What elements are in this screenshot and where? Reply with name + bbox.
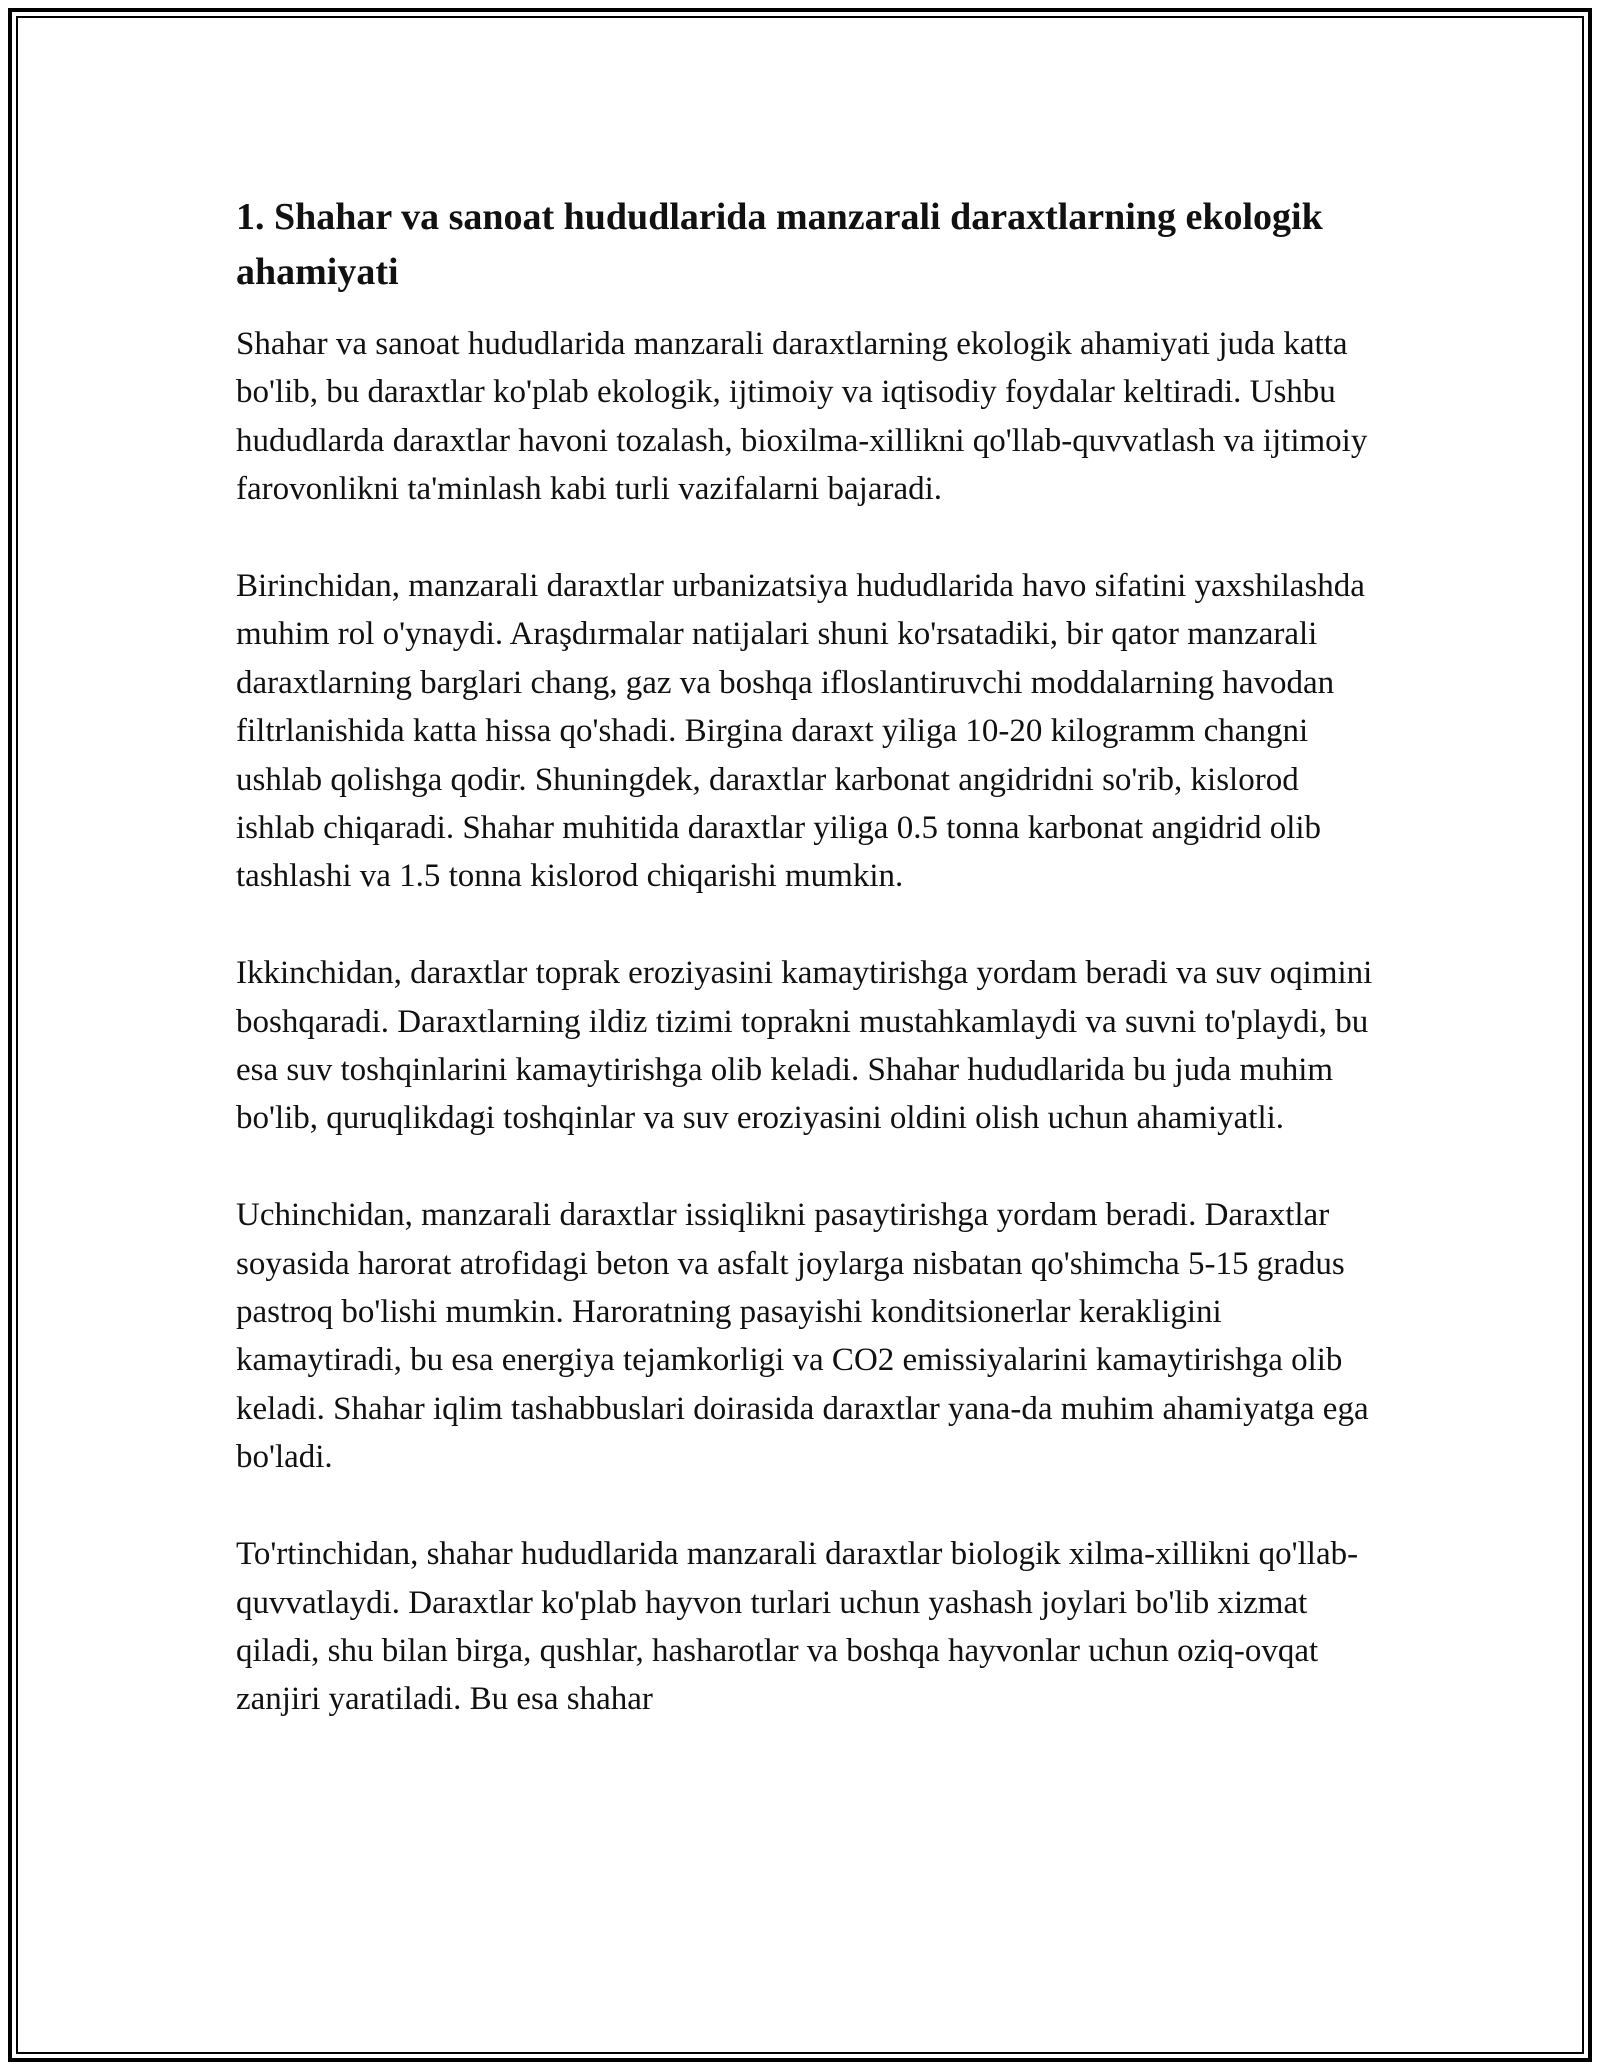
paragraph-second-point: Ikkinchidan, daraxtlar toprak eroziyasini kamaytirishga yordam beradi va suv oqimini boshqaradi. Daraxtlarning ildiz tizimi toprakni mustahkamlaydi va suvni to'playdi, bu esa suv toshqinlarini kamaytirishga olib keladi. Shahar hududlarida bu juda muhim bo'lib, quruqlikdagi toshqinlar va suv eroziyasini oldini olish uchun ahamiyatli.	[236, 955, 1373, 1137]
paragraph-third-point: Uchinchidan, manzarali daraxtlar issiqlikni pasaytirishga yordam beradi. Daraxtlar soyasida harorat atrofidagi beton va asfalt joylarga nisbatan qo'shimcha 5-15 gradus pastroq bo'lishi mumkin. Haroratning pasayishi konditsionerlar kerakligini kamaytiradi, bu esa energiya tejamkorligi va CO2 emissiyalarini kamaytirishga olib keladi. Shahar iqlim tashabbuslari doirasida daraxtlar yana-da muhim ahamiyatga ega bo'ladi.	[236, 1197, 1369, 1476]
paragraph-fourth-point: To'rtinchidan, shahar hududlarida manzarali daraxtlar biologik xilma-xillikni qo'llab-quvvatlaydi. Daraxtlar ko'plab hayvon turlari uchun yashash joylari bo'lib xizmat qiladi, shu bilan birga, qushlar, hasharotlar va boshqa hayvonlar uchun oziq-ovqat zanjiri yaratiladi. Bu esa shahar	[236, 1536, 1359, 1718]
paragraph-intro: Shahar va sanoat hududlarida manzarali daraxtlarning ekologik ahamiyati juda katta bo'lib, bu daraxtlar ko'plab ekologik, ijtimoiy va iqtisodiy foydalar keltiradi. Ushbu hududlarda daraxtlar havoni tozalash, bioxilma-xillikni qo'llab-quvvatlash va ijtimoiy farovonlikni ta'minlash kabi turli vazifalarni bajaradi.	[236, 326, 1368, 508]
paragraph-first-point: Birinchidan, manzarali daraxtlar urbanizatsiya hududlarida havo sifatini yaxshilashda muhim rol o'ynaydi. Araşdırmalar natijalari shuni ko'rsatadiki, bir qator manzarali daraxtlarning barglari chang, gaz va boshqa ifloslantiruvchi moddalarning havodan filtrlanishida katta hissa qo'shadi. Birgina daraxt yiliga 10-20 kilogramm changni ushlab qolishga qodir. Shuningdek, daraxtlar karbonat angidridni so'rib, kislorod ishlab chiqaradi. Shahar muhitida daraxtlar yiliga 0.5 tonna karbonat angidrid olib tashlashi va 1.5 tonna kislorod chiqarishi mumkin.	[236, 568, 1365, 895]
section-heading: 1. Shahar va sanoat hududlarida manzarali daraxtlarning ekologik ahamiyati	[236, 196, 1323, 293]
document-body	[236, 190, 1376, 1772]
